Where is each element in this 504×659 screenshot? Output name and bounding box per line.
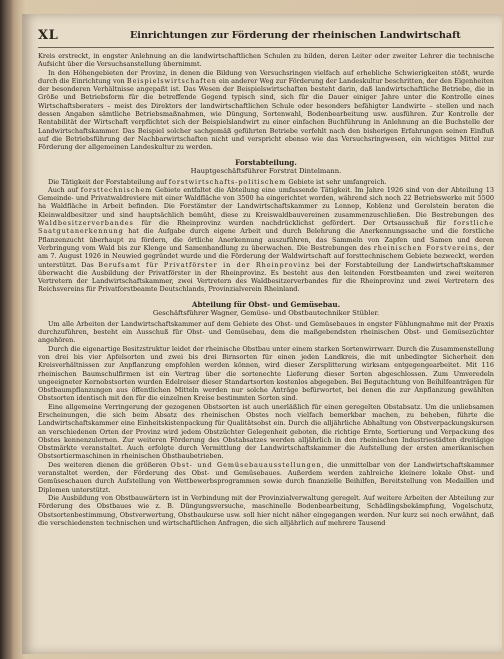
text-run: In den Höhengebieten der Provinz, in denen die Bildung von Versuchsringen vielfach auf erhebliche Schwierigkeiten stößt, wurde durch die Einrichtung von — [38, 68, 494, 85]
paragraph: Durch die eigenartige Besitzstruktur leidet der rheinische Obstbau unter einem starken Sortenwirrwarr. Durch die Zusammenstellung von drei bis vier Apfelsorten und zwei bis drei Birnsorten für einen jeden Landkreis, die mit unbedingter Sicherheit den Kreisverhältnissen zur Anpflanzung empfohlen werden können, wird dieser Zersplitterung wirksam entgegengearbeitet. Mit 116 rheinischen Baumschulfirmen ist ein Vertrag über die sortenechte Lieferung dieser Sorten abgeschlossen. Zum Umveredeln ungeeigneter Kernobstsorten wurden Edelreiser dieser Standartsorten kostenlos abgegeben. Bei Begutachtung von Beihilfeanträgen für Obstbaumpflanzungen aus öffentlichen Mitteln werden nur solche Anträge befürwortet, bei denen die zur Anpflanzung gewählten Obstsorten identisch mit den für die einzelnen Kreise bestimmten Sorten sind. — [38, 344, 494, 403]
text-run: Auch auf — [48, 185, 81, 194]
document-page — [22, 14, 502, 654]
text-run: Gebiete entfaltet die Abteilung eine umfassende Tätigkeit. Im Jahre 1926 sind von der Abteilung 13 Gemeinde- und Privatwaldreviere mit einer Waldfläche von 3500 ha eingerichtet worden, während sich noch 22 Betriebswerke mit 5500 ha Waldfläche in Arbeit befinden. Die Forstämter der Landwirtschaftskammer zu Lennep, Koblenz und Gerolstein beraten die Kleinwaldbesitzer und sind hauptsächlich bemüht, diese zu Kreiswaldbauvereinen zusammenzuschließen. Die Bestrebungen des — [38, 185, 495, 219]
text-run: , die unmittelbar von der Landwirtschaftskammer veranstaltet werden, der Förderung des Obst- und Gemüsebaues. Außerdem werden zahlreiche kleinere lokale Obst- und Gemüseschauen durch Aufstellung von Wettbewerbsprogrammen sowie durch finanzielle Beihilfen, Bereitstellung von Medaillen und Diplomen unterstützt. — [38, 460, 494, 494]
spaced-term: Waldbesitzerverbandes — [38, 219, 134, 228]
spaced-term: Obst- und Gemüsebauausstellungen — [170, 460, 322, 469]
text-run: ein anderer Weg zur Förderung der Landeskultur beschritten, der den Eigenheiten der besonderen Verhältnisse angepaßt ist. Das Wesen der Beispielswirtschaften besteht darin, daß landwirtschaftliche Betriebe, die in Größe und Betriebsform für die betreffende Gegend typisch sind, sich für die Dauer einiger Jahre unter die Kontrolle eines Wirtschaftsberaters – meist des Direktors der landwirtschaftlichen Schule oder besonders befähigter Landwirte – stellen und nach dessen Angaben sämtliche Betriebsmaßnahmen, wie Düngung, Sortenwahl, Bodenbearbeitung usw. ausführen. Zur Kontrolle der Rentabilität der Wirtschaft verpflichtet sich der Beispielslandwirt zu einer einfachen Buchführung in Anlehnung an die Buchstelle der Landwirtschaftskammer. Das Beispiel solcher sachgemäß geführten Betriebe verfehlt nach den bisherigen Erfahrungen seinen Einfluß auf die Betriebsführung der Nachbarwirtschaften nicht und verspricht ebenso wie das Versuchsringwesen, ein wichtiges Mittel zur Förderung der allgemeinen Landeskultur zu werden. — [38, 76, 494, 152]
spaced-term: Beispielswirtschaften — [126, 76, 217, 85]
spaced-term: forsttechnischem — [80, 185, 153, 194]
section-subtitle-obst: Geschäftsführer Wagner, Gemüse- und Obstbautechniker Stübler. — [152, 308, 380, 317]
page-body — [38, 52, 494, 527]
paragraph — [38, 186, 494, 294]
section-title-forst: Forstabteilung. — [235, 157, 297, 167]
paragraph: Kreis erstreckt, in engster Anlehnung an die landwirtschaftlichen Schulen zu bilden, deren Leiter oder zweiter Lehrer die technische Aufsicht über die Versuchsanstellung übernimmt. — [38, 52, 494, 69]
text-run: Gebiete ist sehr umfangreich. — [286, 177, 387, 186]
paragraph — [38, 69, 494, 152]
text-run: für die Rheinprovinz wurden nachdrücklichst gefördert. Der Ortsausschuß für — [133, 219, 454, 228]
paragraph: Die Ausbildung von Obstbauwärtern ist in Verbindung mit der Provinzialverwaltung geregelt. Auf weitere Arbeiten der Abteilung zur Förderung des Obstbaues wie z. B. Düngungsversuche, maschinelle Bodenbearbeitung, Schädlingsbekämpfung, Vogelschutz, Obstsortenbestimmung, Obstverwertung, Obstbaukurse usw. soll hier nicht näher eingegangen werden. Nur kurz sei noch erwähnt, daß die verschiedensten technischen und wirtschaftlichen Anfragen, die sich alljährlich auf mehrere Tausend — [38, 493, 494, 527]
paragraph — [38, 461, 494, 494]
text-run: Die Tätigkeit der Forstabteilung auf — [48, 177, 169, 186]
spaced-term: Berufsamt für Privatförster in der Rheinprovinz — [98, 260, 311, 269]
header-rule — [38, 47, 494, 48]
text-run: bei der Forstabteilung der Landwirtschaftskammer überwacht die Ausbildung der Privatförster in der Rheinprovinz. Es besteht aus den leitenden Forstbeamten und zwei weiteren Vertretern der Landwirtschaftskammer, zwei Vertretern des Waldbesitzerverbandes für die Rheinprovinz und zwei Vertretern des Reichsvereins für Privatforstbeamte Deutschlands, Provinzialverein Rheinland. — [38, 260, 494, 294]
spaced-term: forstwirtschafts-politischem — [168, 177, 287, 186]
section-title-obst: Abteilung für Obst- und Gemüsebau. — [191, 299, 341, 309]
text-run: hat die Aufgabe durch eigene Arbeit und durch Belehrung die Anerkennungssache und die forstliche Pflanzenzucht überhaupt zu fördern, die örtliche Anerkennung auszuführen, das Sammeln von Zapfen und Samen und deren Verbringung vom Wald bis zur Klenge und Samenhandlung zu überwachen. Die Bestrebungen des — [38, 227, 494, 252]
text-run: , der am 7. August 1926 in Neuwied gegründet wurde und die Förderung der Waldwirtschaft auf forsttechnischem Gebiete bezweckt, werden unterstützt. Das — [38, 243, 494, 269]
paragraph: Um alle Arbeiten der Landwirtschaftskammer auf dem Gebiete des Obst- und Gemüsebaues in engster Fühlungnahme mit der Praxis durchzuführen, besteht ein Ausschuß für Obst- und Gemüsebau, dem die maßgebendsten rheinischen Obst- und Gemüsezüchter angehören. — [38, 319, 494, 345]
spaced-term: forstliche Saatgutanerkennung — [38, 219, 494, 236]
page-number: XL — [38, 28, 59, 43]
paragraph — [38, 178, 494, 186]
spaced-term: rheinischen Forstvereins — [373, 243, 479, 252]
text-run: Des weiteren dienen die größeren — [48, 460, 171, 469]
paragraph: Eine allgemeine Verringerung der gezogenen Obstsorten ist auch unerläßlich für einen geregelten Obstabsatz. Um die unliebsamen Erscheinungen, die sich beim Absatz des rheinischen Obstes noch vielfach bemerkbar machen, zu beheben, führte die Landwirtschaftskammer eine Einheitskistenpackung für Qualitätsobst ein. Durch die alljährliche Abhaltung von Obstverpackungskursen an verschiedenen Orten der Provinz wird jedem Obstzüchter Gelegenheit geboten, die richtige Ernte, Sortierung und Verpackung des Obstes kennenzulernen. Zur weiteren Förderung des Obstabsatzes werden alljährlich in den rheinischen Industriestädten dreitägige Obstmärkte veranstaltet. Auch erfolgte durch Vermittlung der Landwirtschaftskammer die Aufstellung der ersten amerikanischen Obstsortiermaschinen in rheinischen Obstbaubetrieben. — [38, 402, 494, 461]
running-title: Einrichtungen zur Förderung der rheinischen Landwirtschaft — [130, 30, 461, 41]
section-subtitle-forst: Hauptgeschäftsführer Forstrat Dintelmann. — [190, 166, 342, 175]
page-header — [38, 28, 494, 46]
